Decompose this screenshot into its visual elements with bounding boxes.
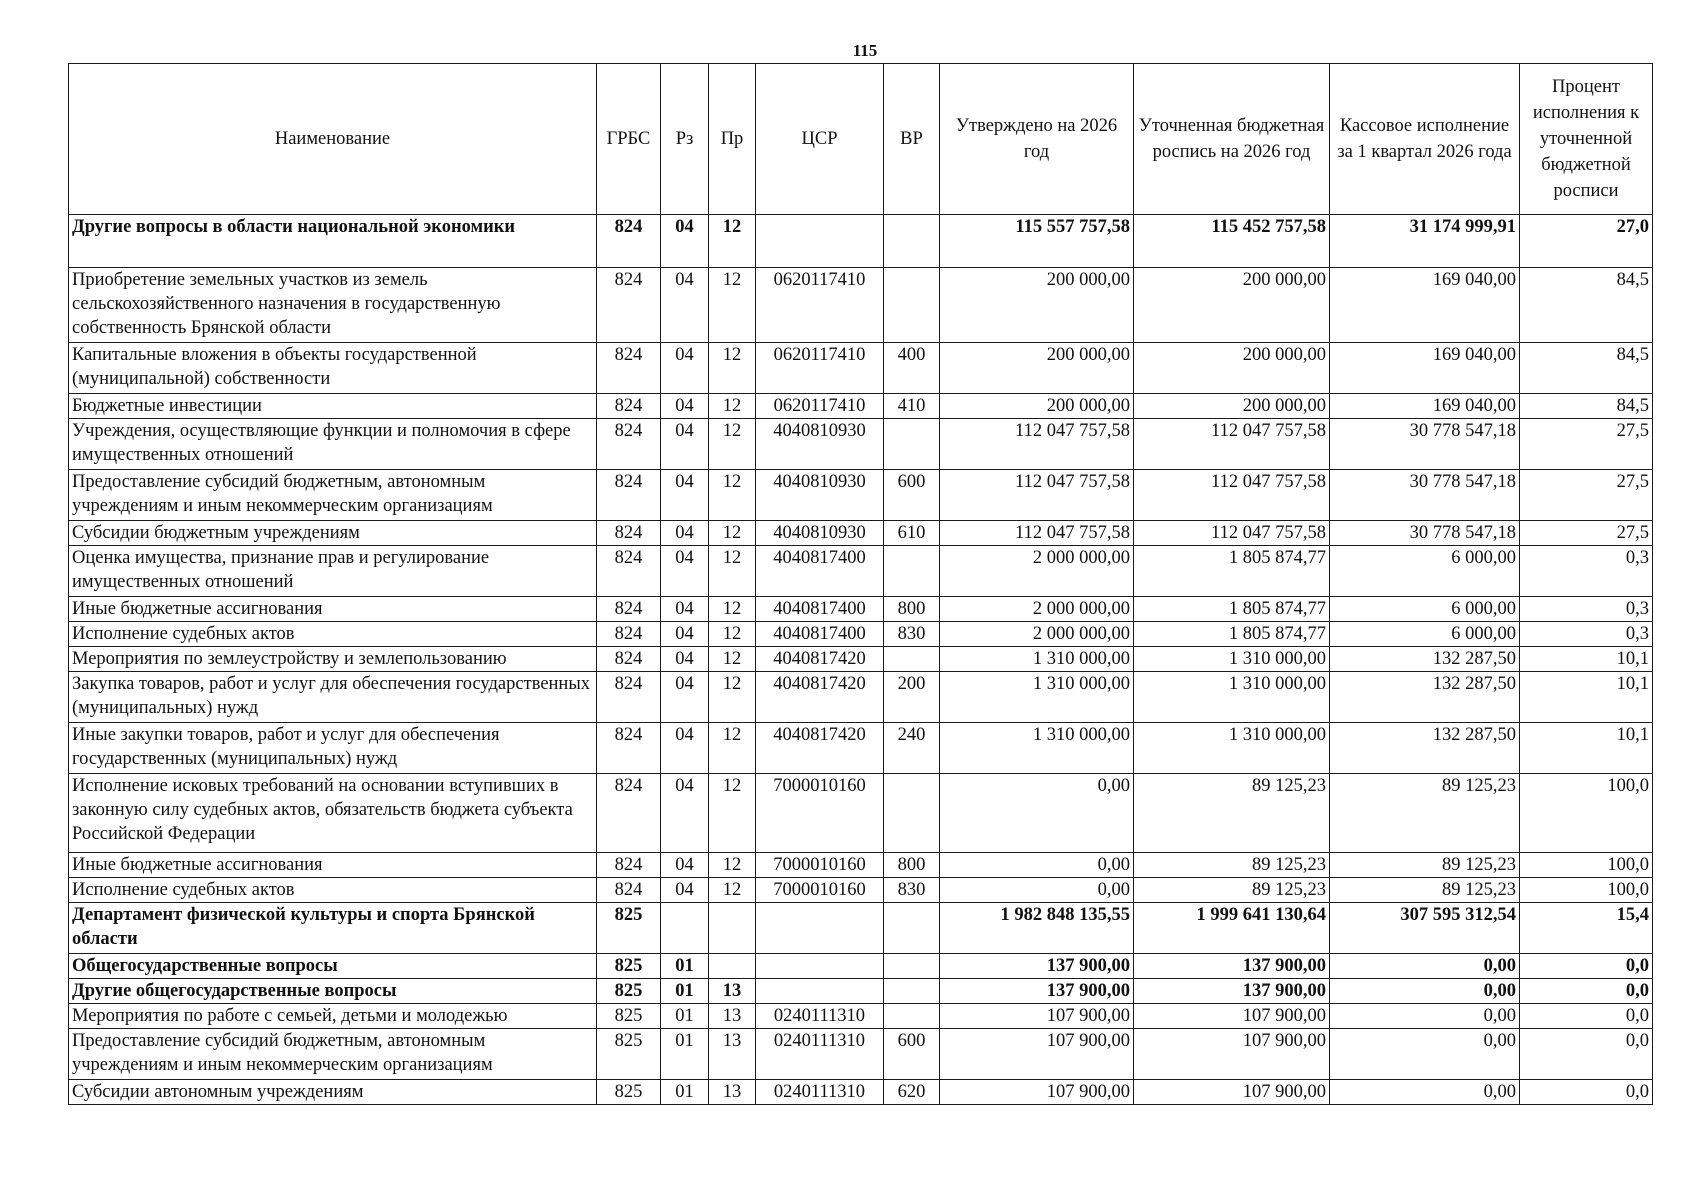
- cell-rz: 01: [661, 1029, 709, 1080]
- cell-grbs: 825: [597, 954, 661, 979]
- header-vr: ВР: [884, 64, 940, 215]
- cell-approved: 200 000,00: [940, 343, 1134, 394]
- cell-revised: 200 000,00: [1134, 343, 1330, 394]
- cell-percent: 10,1: [1520, 723, 1653, 774]
- cell-revised: 1 805 874,77: [1134, 597, 1330, 622]
- budget-table: [68, 63, 1653, 1105]
- cell-cash: 0,00: [1330, 954, 1520, 979]
- cell-vr: [884, 419, 940, 470]
- cell-rz: 04: [661, 597, 709, 622]
- cell-name: Субсидии бюджетным учреждениям: [69, 521, 597, 546]
- cell-pr: 12: [709, 597, 756, 622]
- cell-grbs: 824: [597, 268, 661, 343]
- cell-cash: 6 000,00: [1330, 622, 1520, 647]
- cell-revised: 107 900,00: [1134, 1080, 1330, 1105]
- header-pr: Пр: [709, 64, 756, 215]
- cell-name: Предоставление субсидий бюджетным, автономным учреждениям и иным некоммерческим организациям: [69, 1029, 597, 1080]
- cell-grbs: 824: [597, 215, 661, 268]
- cell-pr: [709, 903, 756, 954]
- cell-grbs: 824: [597, 723, 661, 774]
- table-row: [69, 979, 1653, 1004]
- cell-percent: 27,0: [1520, 215, 1653, 268]
- cell-rz: 04: [661, 470, 709, 521]
- cell-percent: 84,5: [1520, 268, 1653, 343]
- cell-approved: 2 000 000,00: [940, 546, 1134, 597]
- cell-rz: 04: [661, 723, 709, 774]
- table-row: [69, 672, 1653, 723]
- cell-revised: 1 805 874,77: [1134, 546, 1330, 597]
- cell-approved: 200 000,00: [940, 394, 1134, 419]
- cell-approved: 112 047 757,58: [940, 521, 1134, 546]
- cell-pr: 12: [709, 774, 756, 853]
- cell-csr: 0240111310: [756, 1004, 884, 1029]
- cell-vr: 240: [884, 723, 940, 774]
- cell-grbs: 824: [597, 622, 661, 647]
- cell-grbs: 824: [597, 672, 661, 723]
- cell-csr: 4040817400: [756, 597, 884, 622]
- cell-vr: [884, 954, 940, 979]
- cell-pr: 13: [709, 1029, 756, 1080]
- cell-grbs: 824: [597, 647, 661, 672]
- cell-pr: 12: [709, 343, 756, 394]
- cell-percent: 0,0: [1520, 979, 1653, 1004]
- cell-grbs: 825: [597, 903, 661, 954]
- cell-csr: 4040810930: [756, 419, 884, 470]
- cell-csr: 4040817420: [756, 647, 884, 672]
- cell-percent: 0,3: [1520, 597, 1653, 622]
- cell-vr: 600: [884, 1029, 940, 1080]
- cell-cash: 89 125,23: [1330, 878, 1520, 903]
- cell-grbs: 825: [597, 1004, 661, 1029]
- cell-rz: 04: [661, 394, 709, 419]
- cell-rz: 04: [661, 419, 709, 470]
- cell-percent: 0,3: [1520, 622, 1653, 647]
- cell-name: Капитальные вложения в объекты государственной (муниципальной) собственности: [69, 343, 597, 394]
- cell-approved: 115 557 757,58: [940, 215, 1134, 268]
- cell-vr: [884, 215, 940, 268]
- cell-csr: 4040817420: [756, 672, 884, 723]
- cell-percent: 10,1: [1520, 672, 1653, 723]
- cell-csr: 4040817400: [756, 622, 884, 647]
- header-revised: Уточненная бюджетная роспись на 2026 год: [1134, 64, 1330, 215]
- cell-pr: 12: [709, 853, 756, 878]
- table-row: [69, 470, 1653, 521]
- cell-approved: 107 900,00: [940, 1029, 1134, 1080]
- cell-name: Бюджетные инвестиции: [69, 394, 597, 419]
- cell-rz: 04: [661, 521, 709, 546]
- cell-revised: 200 000,00: [1134, 268, 1330, 343]
- cell-cash: 169 040,00: [1330, 394, 1520, 419]
- cell-name: Закупка товаров, работ и услуг для обеспечения государственных (муниципальных) нужд: [69, 672, 597, 723]
- cell-revised: 1 310 000,00: [1134, 672, 1330, 723]
- cell-csr: 4040817400: [756, 546, 884, 597]
- cell-percent: 15,4: [1520, 903, 1653, 954]
- cell-pr: 12: [709, 672, 756, 723]
- cell-pr: 12: [709, 647, 756, 672]
- cell-cash: 132 287,50: [1330, 647, 1520, 672]
- cell-vr: 800: [884, 597, 940, 622]
- cell-grbs: 824: [597, 419, 661, 470]
- cell-rz: [661, 903, 709, 954]
- cell-csr: 0240111310: [756, 1080, 884, 1105]
- cell-cash: 132 287,50: [1330, 723, 1520, 774]
- cell-grbs: 824: [597, 394, 661, 419]
- cell-vr: [884, 268, 940, 343]
- cell-name: Исполнение исковых требований на основании вступивших в законную силу судебных актов, обязательств бюджета субъекта Российской Федерации: [69, 774, 597, 853]
- cell-vr: [884, 903, 940, 954]
- cell-pr: 12: [709, 622, 756, 647]
- cell-cash: 169 040,00: [1330, 268, 1520, 343]
- cell-csr: 7000010160: [756, 878, 884, 903]
- cell-cash: 30 778 547,18: [1330, 419, 1520, 470]
- cell-rz: 01: [661, 979, 709, 1004]
- cell-name: Другие вопросы в области национальной экономики: [69, 215, 597, 268]
- cell-csr: 4040810930: [756, 521, 884, 546]
- cell-approved: 107 900,00: [940, 1004, 1134, 1029]
- cell-vr: 610: [884, 521, 940, 546]
- cell-approved: 2 000 000,00: [940, 597, 1134, 622]
- cell-revised: 1 805 874,77: [1134, 622, 1330, 647]
- cell-percent: 100,0: [1520, 878, 1653, 903]
- cell-pr: 12: [709, 546, 756, 597]
- cell-csr: 0620117410: [756, 343, 884, 394]
- table-row: [69, 1004, 1653, 1029]
- table-row: [69, 215, 1653, 268]
- cell-name: Исполнение судебных актов: [69, 878, 597, 903]
- cell-cash: 169 040,00: [1330, 343, 1520, 394]
- cell-revised: 112 047 757,58: [1134, 470, 1330, 521]
- header-cash: Кассовое исполнение за 1 квартал 2026 года: [1330, 64, 1520, 215]
- cell-vr: [884, 1004, 940, 1029]
- table-row: [69, 774, 1653, 853]
- cell-percent: 27,5: [1520, 470, 1653, 521]
- cell-vr: [884, 546, 940, 597]
- cell-grbs: 824: [597, 343, 661, 394]
- cell-csr: 0620117410: [756, 394, 884, 419]
- table-header: [69, 64, 1653, 215]
- cell-percent: 84,5: [1520, 394, 1653, 419]
- header-approved: Утверждено на 2026 год: [940, 64, 1134, 215]
- cell-name: Общегосударственные вопросы: [69, 954, 597, 979]
- cell-pr: 12: [709, 268, 756, 343]
- cell-revised: 1 310 000,00: [1134, 647, 1330, 672]
- cell-approved: 1 310 000,00: [940, 723, 1134, 774]
- cell-pr: 13: [709, 979, 756, 1004]
- cell-pr: 12: [709, 419, 756, 470]
- cell-percent: 27,5: [1520, 419, 1653, 470]
- cell-grbs: 824: [597, 853, 661, 878]
- cell-rz: 04: [661, 268, 709, 343]
- cell-csr: [756, 979, 884, 1004]
- table-row: [69, 903, 1653, 954]
- cell-vr: [884, 647, 940, 672]
- cell-percent: 0,3: [1520, 546, 1653, 597]
- cell-cash: 89 125,23: [1330, 774, 1520, 853]
- cell-rz: 01: [661, 1004, 709, 1029]
- cell-vr: 400: [884, 343, 940, 394]
- cell-csr: 4040817420: [756, 723, 884, 774]
- cell-csr: [756, 903, 884, 954]
- cell-vr: 830: [884, 622, 940, 647]
- cell-pr: 12: [709, 470, 756, 521]
- cell-vr: 200: [884, 672, 940, 723]
- table-row: [69, 954, 1653, 979]
- cell-revised: 1 999 641 130,64: [1134, 903, 1330, 954]
- table-row: [69, 268, 1653, 343]
- cell-revised: 89 125,23: [1134, 878, 1330, 903]
- header-name: Наименование: [69, 64, 597, 215]
- cell-percent: 0,0: [1520, 1029, 1653, 1080]
- cell-csr: [756, 215, 884, 268]
- cell-revised: 112 047 757,58: [1134, 521, 1330, 546]
- cell-rz: 04: [661, 672, 709, 723]
- cell-name: Департамент физической культуры и спорта Брянской области: [69, 903, 597, 954]
- cell-vr: 410: [884, 394, 940, 419]
- cell-csr: 7000010160: [756, 774, 884, 853]
- cell-rz: 04: [661, 343, 709, 394]
- cell-vr: [884, 774, 940, 853]
- cell-approved: 0,00: [940, 774, 1134, 853]
- cell-vr: 830: [884, 878, 940, 903]
- cell-vr: 600: [884, 470, 940, 521]
- cell-grbs: 825: [597, 1029, 661, 1080]
- cell-name: Оценка имущества, признание прав и регулирование имущественных отношений: [69, 546, 597, 597]
- cell-cash: 307 595 312,54: [1330, 903, 1520, 954]
- cell-csr: 4040810930: [756, 470, 884, 521]
- cell-revised: 112 047 757,58: [1134, 419, 1330, 470]
- cell-revised: 115 452 757,58: [1134, 215, 1330, 268]
- cell-pr: 13: [709, 1004, 756, 1029]
- cell-grbs: 824: [597, 546, 661, 597]
- cell-cash: 89 125,23: [1330, 853, 1520, 878]
- cell-cash: 30 778 547,18: [1330, 521, 1520, 546]
- cell-percent: 0,0: [1520, 1004, 1653, 1029]
- cell-pr: 12: [709, 723, 756, 774]
- cell-percent: 10,1: [1520, 647, 1653, 672]
- cell-rz: 04: [661, 774, 709, 853]
- table-row: [69, 597, 1653, 622]
- cell-cash: 6 000,00: [1330, 546, 1520, 597]
- cell-csr: 0240111310: [756, 1029, 884, 1080]
- cell-vr: 800: [884, 853, 940, 878]
- cell-grbs: 824: [597, 470, 661, 521]
- cell-cash: 6 000,00: [1330, 597, 1520, 622]
- cell-vr: 620: [884, 1080, 940, 1105]
- cell-approved: 200 000,00: [940, 268, 1134, 343]
- table-row: [69, 1029, 1653, 1080]
- cell-revised: 1 310 000,00: [1134, 723, 1330, 774]
- cell-rz: 04: [661, 647, 709, 672]
- cell-cash: 30 778 547,18: [1330, 470, 1520, 521]
- table-row: [69, 394, 1653, 419]
- table-row: [69, 853, 1653, 878]
- cell-approved: 2 000 000,00: [940, 622, 1134, 647]
- cell-approved: 112 047 757,58: [940, 470, 1134, 521]
- cell-percent: 0,0: [1520, 954, 1653, 979]
- cell-revised: 137 900,00: [1134, 979, 1330, 1004]
- cell-rz: 01: [661, 1080, 709, 1105]
- cell-percent: 100,0: [1520, 774, 1653, 853]
- cell-grbs: 824: [597, 521, 661, 546]
- cell-rz: 04: [661, 546, 709, 597]
- cell-pr: 12: [709, 878, 756, 903]
- cell-approved: 137 900,00: [940, 979, 1134, 1004]
- cell-grbs: 825: [597, 1080, 661, 1105]
- cell-name: Мероприятия по землеустройству и землепользованию: [69, 647, 597, 672]
- cell-approved: 0,00: [940, 853, 1134, 878]
- cell-name: Субсидии автономным учреждениям: [69, 1080, 597, 1105]
- cell-percent: 27,5: [1520, 521, 1653, 546]
- cell-approved: 112 047 757,58: [940, 419, 1134, 470]
- table-row: [69, 647, 1653, 672]
- table-row: [69, 521, 1653, 546]
- cell-csr: 7000010160: [756, 853, 884, 878]
- cell-revised: 107 900,00: [1134, 1004, 1330, 1029]
- table-row: [69, 546, 1653, 597]
- cell-pr: [709, 954, 756, 979]
- cell-name: Мероприятия по работе с семьей, детьми и молодежью: [69, 1004, 597, 1029]
- cell-name: Исполнение судебных актов: [69, 622, 597, 647]
- header-grbs: ГРБС: [597, 64, 661, 215]
- cell-grbs: 824: [597, 774, 661, 853]
- cell-pr: 13: [709, 1080, 756, 1105]
- cell-cash: 132 287,50: [1330, 672, 1520, 723]
- cell-rz: 04: [661, 215, 709, 268]
- cell-name: Приобретение земельных участков из земель сельскохозяйственного назначения в государственную собственность Брянской области: [69, 268, 597, 343]
- cell-pr: 12: [709, 394, 756, 419]
- cell-revised: 200 000,00: [1134, 394, 1330, 419]
- cell-pr: 12: [709, 521, 756, 546]
- cell-revised: 107 900,00: [1134, 1029, 1330, 1080]
- cell-approved: 1 310 000,00: [940, 647, 1134, 672]
- table-row: [69, 622, 1653, 647]
- cell-cash: 0,00: [1330, 1029, 1520, 1080]
- cell-percent: 0,0: [1520, 1080, 1653, 1105]
- cell-rz: 04: [661, 622, 709, 647]
- table-row: [69, 343, 1653, 394]
- cell-revised: 89 125,23: [1134, 853, 1330, 878]
- cell-grbs: 824: [597, 597, 661, 622]
- cell-grbs: 825: [597, 979, 661, 1004]
- table-row: [69, 878, 1653, 903]
- table-row: [69, 419, 1653, 470]
- cell-grbs: 824: [597, 878, 661, 903]
- cell-percent: 84,5: [1520, 343, 1653, 394]
- cell-revised: 137 900,00: [1134, 954, 1330, 979]
- cell-approved: 137 900,00: [940, 954, 1134, 979]
- cell-cash: 0,00: [1330, 979, 1520, 1004]
- cell-pr: 12: [709, 215, 756, 268]
- cell-cash: 0,00: [1330, 1080, 1520, 1105]
- cell-percent: 100,0: [1520, 853, 1653, 878]
- cell-approved: 0,00: [940, 878, 1134, 903]
- cell-revised: 89 125,23: [1134, 774, 1330, 853]
- header-csr: ЦСР: [756, 64, 884, 215]
- page-number: 115: [852, 41, 878, 60]
- cell-name: Предоставление субсидий бюджетным, автономным учреждениям и иным некоммерческим организациям: [69, 470, 597, 521]
- table-row: [69, 723, 1653, 774]
- cell-rz: 01: [661, 954, 709, 979]
- cell-approved: 1 982 848 135,55: [940, 903, 1134, 954]
- cell-vr: [884, 979, 940, 1004]
- cell-csr: [756, 954, 884, 979]
- cell-rz: 04: [661, 878, 709, 903]
- cell-cash: 31 174 999,91: [1330, 215, 1520, 268]
- cell-name: Учреждения, осуществляющие функции и полномочия в сфере имущественных отношений: [69, 419, 597, 470]
- header-percent: Процент исполнения к уточненной бюджетной росписи: [1520, 64, 1653, 215]
- cell-name: Иные бюджетные ассигнования: [69, 597, 597, 622]
- cell-approved: 1 310 000,00: [940, 672, 1134, 723]
- cell-name: Иные закупки товаров, работ и услуг для обеспечения государственных (муниципальных) нужд: [69, 723, 597, 774]
- table-row: [69, 1080, 1653, 1105]
- header-rz: Рз: [661, 64, 709, 215]
- cell-name: Иные бюджетные ассигнования: [69, 853, 597, 878]
- cell-cash: 0,00: [1330, 1004, 1520, 1029]
- table-body: [69, 215, 1653, 1105]
- cell-name: Другие общегосударственные вопросы: [69, 979, 597, 1004]
- cell-rz: 04: [661, 853, 709, 878]
- cell-csr: 0620117410: [756, 268, 884, 343]
- cell-approved: 107 900,00: [940, 1080, 1134, 1105]
